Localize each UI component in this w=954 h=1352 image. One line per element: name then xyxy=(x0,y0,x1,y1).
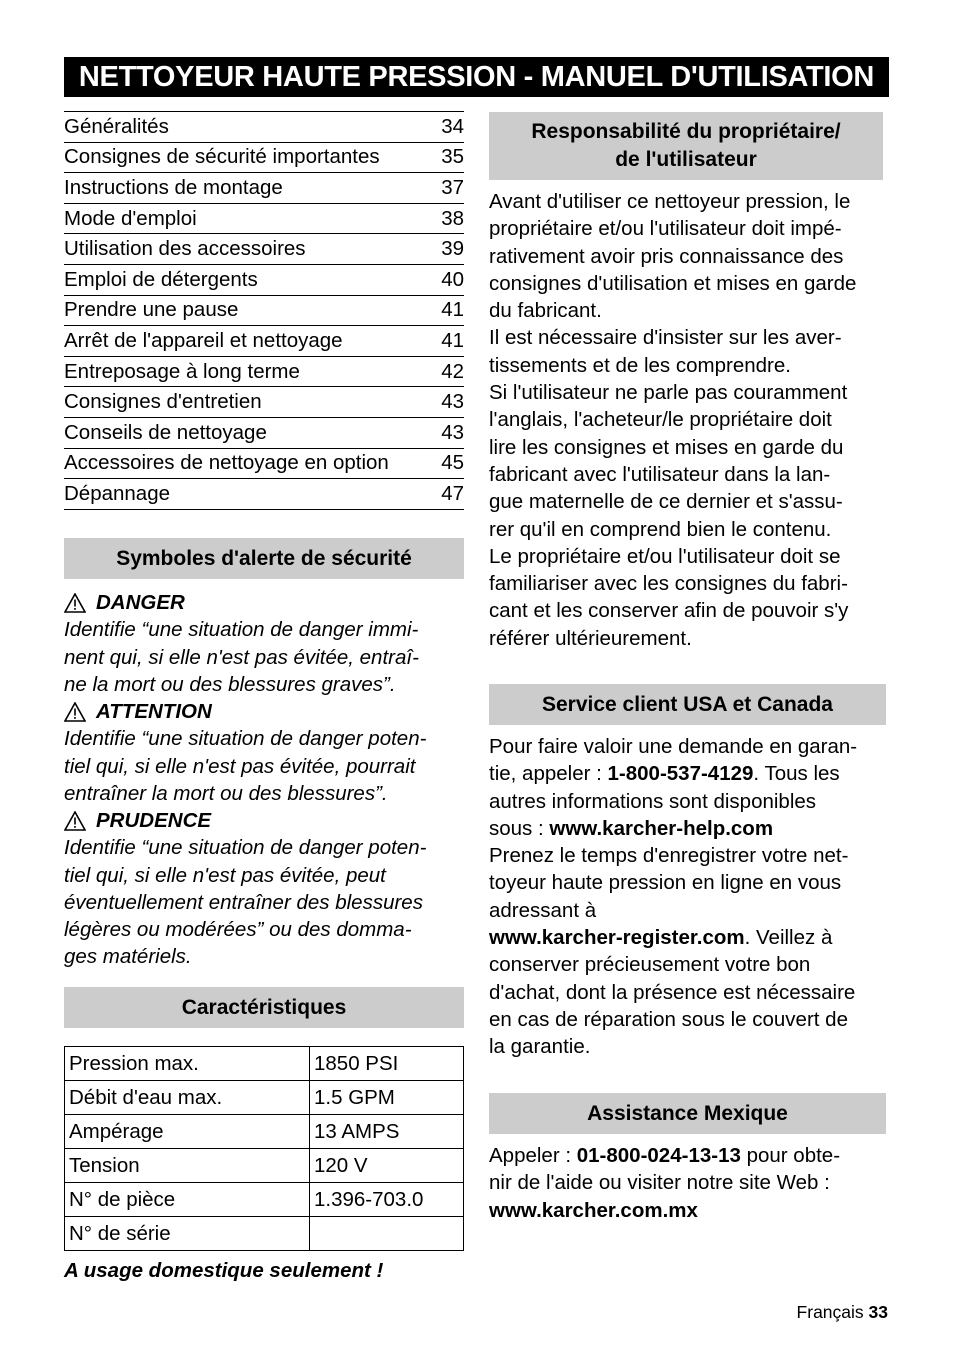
text-line xyxy=(489,1197,889,1224)
help-url-link[interactable]: www.karcher-help.com xyxy=(549,816,774,840)
text-line: d'achat, dont la présence est nécessaire xyxy=(489,980,856,1004)
toc-page: 47 xyxy=(441,481,464,505)
footer-language: Français xyxy=(796,1302,864,1322)
text-line: Pour faire valoir une demande en garan- xyxy=(489,735,858,758)
prudence-text-line: légères ou modérées” ou des domma- xyxy=(64,918,412,942)
toc-row xyxy=(64,234,464,265)
table-of-contents xyxy=(64,111,464,510)
serial-number-field[interactable] xyxy=(310,1217,464,1251)
toc-label: Consignes de sécurité importantes xyxy=(64,145,380,169)
toc-page: 41 xyxy=(441,298,464,322)
toc-row xyxy=(64,357,464,388)
spec-key: Pression max. xyxy=(65,1047,310,1081)
toc-label: Dépannage xyxy=(64,481,171,505)
table-row xyxy=(65,1183,464,1217)
text-line: toyeur haute pression en ligne en vous xyxy=(489,871,842,895)
toc-row xyxy=(64,112,464,143)
text-line: cant et les conserver afin de pouvoir s'y xyxy=(489,599,849,623)
text-line: en cas de réparation sous le couvert de xyxy=(489,1007,848,1031)
text-line: la garantie. xyxy=(489,1035,591,1059)
text-line: référer ultérieurement. xyxy=(489,626,692,650)
toc-label: Conseils de nettoyage xyxy=(64,420,267,444)
table-row xyxy=(65,1115,464,1149)
toc-label: Utilisation des accessoires xyxy=(64,237,306,261)
attention-label-row xyxy=(64,698,464,725)
prudence-block xyxy=(64,807,464,971)
toc-row xyxy=(64,143,464,174)
prudence-label-row xyxy=(64,807,464,834)
mexico-heading: Assistance Mexique xyxy=(489,1093,886,1134)
toc-page: 45 xyxy=(441,451,464,475)
toc-label: Emploi de détergents xyxy=(64,267,258,291)
toc-row xyxy=(64,326,464,357)
service-text xyxy=(489,733,889,1061)
mexico-url-link[interactable]: www.karcher.com.mx xyxy=(489,1198,698,1222)
text-line: Si l'utilisateur ne parle pas couramment xyxy=(489,381,848,405)
text-line: conserver précieusement votre bon xyxy=(489,953,811,977)
mexico-text xyxy=(489,1142,889,1224)
spec-value: 1.5 GPM xyxy=(310,1081,464,1115)
danger-block xyxy=(64,589,464,698)
specs-table xyxy=(64,1046,464,1251)
attention-text xyxy=(64,725,464,807)
text-line: propriétaire et/ou l'utilisateur doit impé- xyxy=(489,217,842,241)
text-line: consignes d'utilisation et mises en garde xyxy=(489,271,857,295)
spec-key: Débit d'eau max. xyxy=(65,1081,310,1115)
toc-page: 43 xyxy=(441,390,464,414)
attention-label: ATTENTION xyxy=(96,700,212,723)
prudence-text-line: Identifie “une situation de danger poten- xyxy=(64,836,427,860)
text-line xyxy=(489,760,889,787)
prudence-text-line: éventuellement entraîner des blessures xyxy=(64,890,423,914)
attention-text-line: tiel qui, si elle n'est pas évitée, pourrait xyxy=(64,754,416,778)
mexico-phone-link[interactable]: 01-800-024-13-13 xyxy=(576,1144,741,1167)
toc-row xyxy=(64,173,464,204)
text-fragment: Appeler : xyxy=(489,1144,577,1167)
table-row xyxy=(65,1081,464,1115)
safety-symbols-heading: Symboles d'alerte de sécurité xyxy=(64,538,464,579)
prudence-label: PRUDENCE xyxy=(96,809,212,832)
text-fragment: pour obte- xyxy=(740,1144,841,1167)
toc-label: Entreposage à long terme xyxy=(64,359,300,383)
prudence-text xyxy=(64,834,464,970)
toc-page: 41 xyxy=(441,328,464,352)
text-line: fabricant avec l'utilisateur dans la lan- xyxy=(489,462,831,486)
text-line: du fabricant. xyxy=(489,299,602,323)
table-row xyxy=(65,1149,464,1183)
spec-key: N° de série xyxy=(65,1217,310,1251)
toc-row xyxy=(64,479,464,510)
spec-value: 1.396-703.0 xyxy=(310,1183,464,1217)
text-line: familiariser avec les consignes du fabri- xyxy=(489,572,848,596)
toc-page: 38 xyxy=(441,206,464,230)
spec-key: Tension xyxy=(65,1149,310,1183)
text-line xyxy=(489,815,889,842)
usage-note: A usage domestique seulement ! xyxy=(64,1259,384,1282)
table-row xyxy=(65,1047,464,1081)
attention-text-line: entraîner la mort ou des blessures”. xyxy=(64,781,388,805)
danger-text-line: nent qui, si elle n'est pas évitée, entraî- xyxy=(64,645,419,669)
page-footer xyxy=(797,1302,888,1323)
specs-heading: Caractéristiques xyxy=(64,987,464,1028)
toc-page: 35 xyxy=(441,145,464,169)
spec-value: 13 AMPS xyxy=(310,1115,464,1149)
prudence-text-line: ges matériels. xyxy=(64,945,192,969)
toc-page: 43 xyxy=(441,420,464,444)
text-fragment: . Veillez à xyxy=(744,926,833,950)
spec-key: N° de pièce xyxy=(65,1183,310,1217)
text-line: adressant à xyxy=(489,898,597,922)
toc-page: 40 xyxy=(441,267,464,291)
phone-number-link[interactable]: 1-800-537-4129 xyxy=(607,762,754,786)
toc-row xyxy=(64,449,464,480)
toc-row xyxy=(64,296,464,327)
text-fragment: tie, appeler : xyxy=(489,762,608,786)
text-line: autres informations sont disponibles xyxy=(489,789,817,813)
danger-text-line: Identifie “une situation de danger immi- xyxy=(64,618,419,642)
text-line: rer qu'il en comprend bien le contenu. xyxy=(489,517,832,541)
spec-value: 120 V xyxy=(310,1149,464,1183)
spec-key: Ampérage xyxy=(65,1115,310,1149)
toc-row xyxy=(64,204,464,235)
service-heading: Service client USA et Canada xyxy=(489,684,886,725)
responsibility-text xyxy=(489,188,889,652)
text-line: nir de l'aide ou visiter notre site Web : xyxy=(489,1171,830,1195)
toc-label: Instructions de montage xyxy=(64,175,283,199)
text-line: Le propriétaire et/ou l'utilisateur doit se xyxy=(489,544,841,568)
text-line: Prenez le temps d'enregistrer votre net- xyxy=(489,844,849,868)
text-line xyxy=(489,924,889,951)
danger-text-line: ne la mort ou des blessures graves”. xyxy=(64,672,396,696)
warning-triangle-icon xyxy=(64,702,86,722)
toc-label: Prendre une pause xyxy=(64,298,239,322)
toc-row xyxy=(64,265,464,296)
toc-page: 39 xyxy=(441,237,464,261)
text-line: tissements et de les comprendre. xyxy=(489,353,791,377)
responsibility-heading-line: Responsabilité du propriétaire/ xyxy=(531,120,841,143)
toc-page: 34 xyxy=(441,114,464,138)
responsibility-heading xyxy=(489,112,883,180)
danger-text xyxy=(64,616,464,698)
text-line: lire les consignes et mises en garde du xyxy=(489,435,844,459)
toc-page: 42 xyxy=(441,359,464,383)
toc-label: Arrêt de l'appareil et nettoyage xyxy=(64,328,343,352)
attention-text-line: Identifie “une situation de danger poten- xyxy=(64,727,427,751)
toc-row xyxy=(64,387,464,418)
text-line: Il est nécessaire d'insister sur les aver- xyxy=(489,326,842,350)
text-fragment: sous : xyxy=(489,816,550,840)
text-line: rativement avoir pris connaissance des xyxy=(489,244,844,268)
toc-row xyxy=(64,418,464,449)
attention-block xyxy=(64,698,464,807)
text-line: l'anglais, l'acheteur/le propriétaire doit xyxy=(489,408,832,432)
text-line: gue maternelle de ce dernier et s'assu- xyxy=(489,490,843,514)
danger-label-row xyxy=(64,589,464,616)
toc-page: 37 xyxy=(441,175,464,199)
danger-label: DANGER xyxy=(96,591,185,614)
page-number: 33 xyxy=(868,1302,888,1322)
warning-triangle-icon xyxy=(64,811,86,831)
toc-label: Consignes d'entretien xyxy=(64,390,262,414)
warning-triangle-icon xyxy=(64,593,86,613)
page-title: NETTOYEUR HAUTE PRESSION - MANUEL D'UTILISATION xyxy=(64,57,889,97)
toc-label: Accessoires de nettoyage en option xyxy=(64,451,389,475)
register-url-link[interactable]: www.karcher-register.com xyxy=(489,926,745,950)
text-fragment: . Tous les xyxy=(753,762,840,786)
toc-label: Mode d'emploi xyxy=(64,206,197,230)
spec-value: 1850 PSI xyxy=(310,1047,464,1081)
table-row xyxy=(65,1217,464,1251)
prudence-text-line: tiel qui, si elle n'est pas évitée, peut xyxy=(64,863,386,887)
responsibility-heading-line: de l'utilisateur xyxy=(615,148,757,171)
text-line xyxy=(489,1142,889,1169)
toc-label: Généralités xyxy=(64,114,169,138)
text-line: Avant d'utiliser ce nettoyeur pression, le xyxy=(489,190,851,213)
